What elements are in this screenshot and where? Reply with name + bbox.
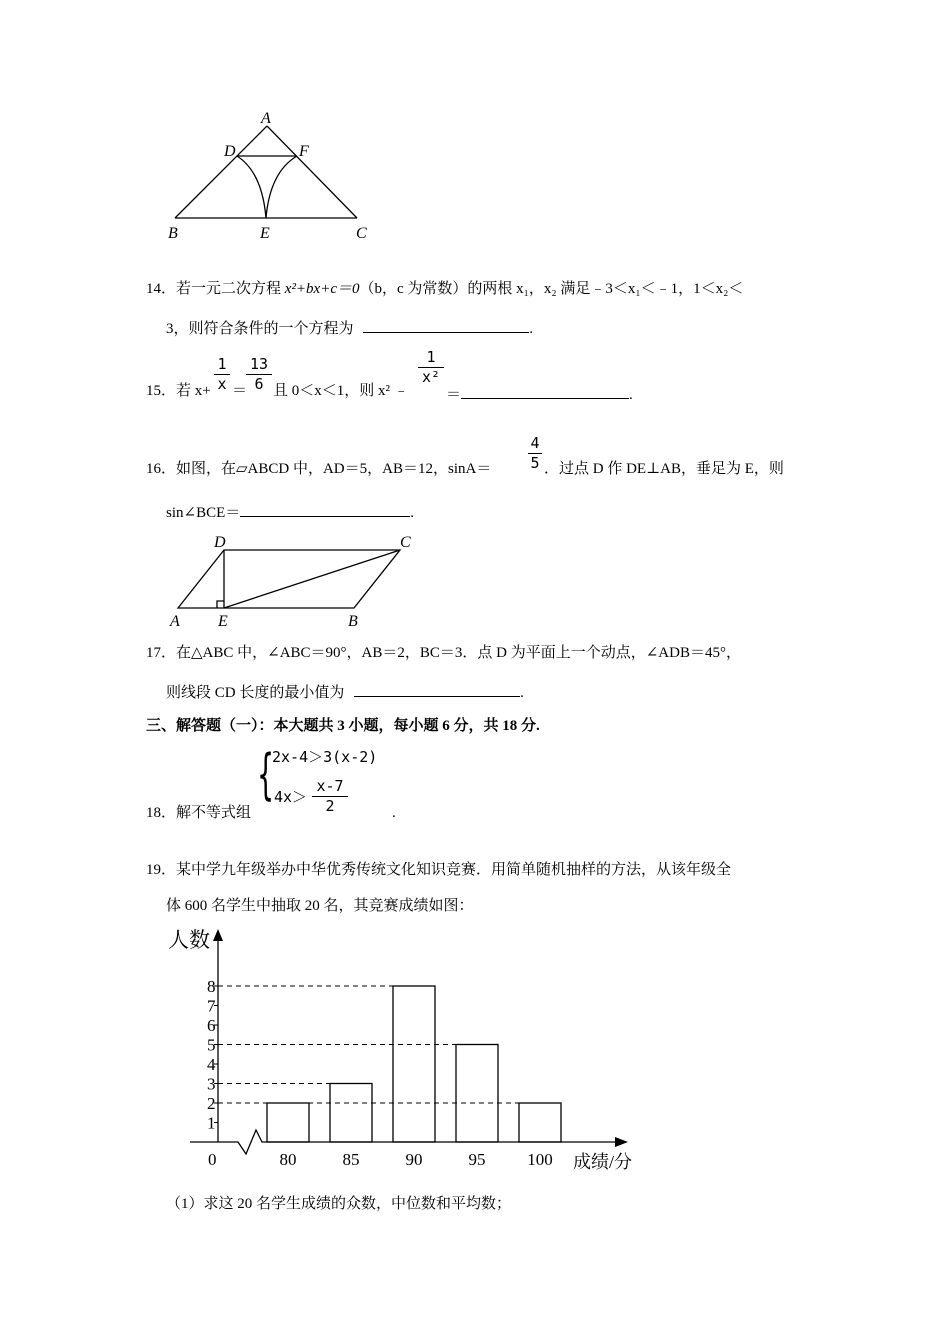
figure-13-triangle	[160, 110, 390, 245]
y-tick-1: 1	[207, 1113, 216, 1133]
answer-blank[interactable]	[461, 384, 629, 399]
question-14-line1: 14．若一元二次方程 x²+bx+c＝0（b，c 为常数）的两根 x₁，x₂ 满足﹣3＜x₁＜﹣1，1＜x₂＜	[146, 281, 744, 297]
fraction-13-over-6: 13 6	[246, 357, 272, 392]
x-axis-label: 成绩/分	[573, 1152, 633, 1172]
question-19-line1: 19．某中学九年级举办中华优秀传统文化知识竞赛．用简单随机抽样的方法，从该年级全	[146, 862, 732, 878]
label-f: F	[299, 143, 309, 160]
question-16-line2: sin∠BCE＝ .	[166, 502, 414, 521]
fraction-1-over-x-squared: 1 x²	[418, 350, 444, 385]
y-tick-7: 7	[207, 996, 216, 1016]
y-tick-6: 6	[207, 1016, 216, 1035]
fraction-x-minus-7-over-2: x-7 2	[312, 779, 348, 814]
label-b: B	[168, 225, 178, 242]
question-16-line1-a: 16．如图，在▱ABCD 中，AD＝5，AB＝12，sinA＝	[146, 461, 492, 477]
section-3-title: 三、解答题（一）：本大题共 3 小题，每小题 6 分，共 18 分.	[146, 718, 540, 734]
bar-95	[456, 1045, 498, 1143]
system-brace: {	[257, 743, 275, 806]
label-b: B	[348, 613, 358, 630]
label-a: A	[170, 613, 180, 630]
inequality-2-left: 4x＞	[274, 788, 308, 806]
arc-fe	[266, 156, 297, 218]
answer-blank[interactable]	[240, 502, 410, 517]
bar-100	[519, 1103, 561, 1142]
x-tick-90: 90	[405, 1150, 423, 1169]
y-tick-2: 2	[207, 1094, 216, 1113]
question-17-line1: 17．在△ABC 中，∠ABC＝90°，AB＝2，BC＝3．点 D 为平面上一个动点，∠ADB＝45°，	[146, 645, 741, 661]
figure-16-parallelogram	[166, 530, 426, 630]
question-number: 16．	[146, 461, 177, 477]
y-tick-3: 3	[207, 1074, 216, 1094]
label-d: D	[224, 143, 236, 160]
score-histogram	[160, 925, 650, 1180]
question-18-text: 18．解不等式组	[146, 805, 252, 821]
question-number: 14．	[146, 281, 177, 297]
bar-80	[267, 1103, 309, 1142]
x-tick-80: 80	[279, 1150, 297, 1169]
question-19-sub-1: （1）求这 20 名学生成绩的众数，中位数和平均数；	[166, 1196, 512, 1212]
equals-sign: ＝	[232, 383, 248, 399]
y-tick-4: 4	[207, 1055, 216, 1074]
question-number: 17．	[146, 645, 177, 661]
label-a: A	[261, 110, 271, 127]
question-19-line2: 体 600 名学生中抽取 20 名，其竞赛成绩如图：	[166, 898, 474, 914]
question-15-text-a: 15．若 x+	[146, 383, 211, 399]
label-c: C	[356, 225, 367, 242]
x-tick-100: 100	[527, 1150, 553, 1169]
bar-90	[393, 986, 435, 1142]
parallelogram-abcd	[178, 550, 400, 608]
question-14-line2: 3，则符合条件的一个方程为 .	[166, 318, 533, 337]
label-c: C	[400, 534, 411, 551]
y-tick-8: 8	[207, 977, 216, 996]
question-18-end: .	[392, 805, 396, 821]
question-number: 19．	[146, 862, 177, 878]
label-e: E	[260, 225, 270, 242]
fraction-4-over-5: 4 5	[528, 436, 542, 471]
arc-de	[237, 156, 266, 218]
x-axis-arrow	[615, 1137, 628, 1147]
inequality-1: 2x-4＞3(x-2)	[272, 748, 378, 766]
x-tick-85: 85	[342, 1150, 360, 1169]
right-angle-mark	[217, 601, 224, 608]
question-17-line2: 则线段 CD 长度的最小值为 .	[166, 682, 524, 701]
question-15-answer: ＝ .	[446, 384, 633, 403]
x-tick-95: 95	[468, 1150, 486, 1169]
segment-ec	[224, 550, 400, 608]
y-axis-label: 人数	[168, 928, 210, 952]
question-15-text-b: 且 0＜x＜1，则 x² ﹣	[273, 383, 409, 399]
question-16-line1-b: ．过点 D 作 DE⊥AB，垂足为 E，则	[544, 461, 784, 477]
y-axis-arrow	[213, 929, 223, 941]
answer-blank[interactable]	[363, 318, 529, 333]
label-e: E	[218, 613, 228, 630]
answer-blank[interactable]	[354, 682, 520, 697]
y-tick-5: 5	[207, 1035, 216, 1055]
bar-85	[330, 1084, 372, 1143]
question-number: 15．	[146, 383, 177, 399]
fraction-1-over-x: 1 x	[214, 357, 230, 392]
y-tick-0: 0	[208, 1150, 217, 1169]
label-d: D	[214, 534, 226, 551]
question-number: 18．	[146, 805, 177, 821]
